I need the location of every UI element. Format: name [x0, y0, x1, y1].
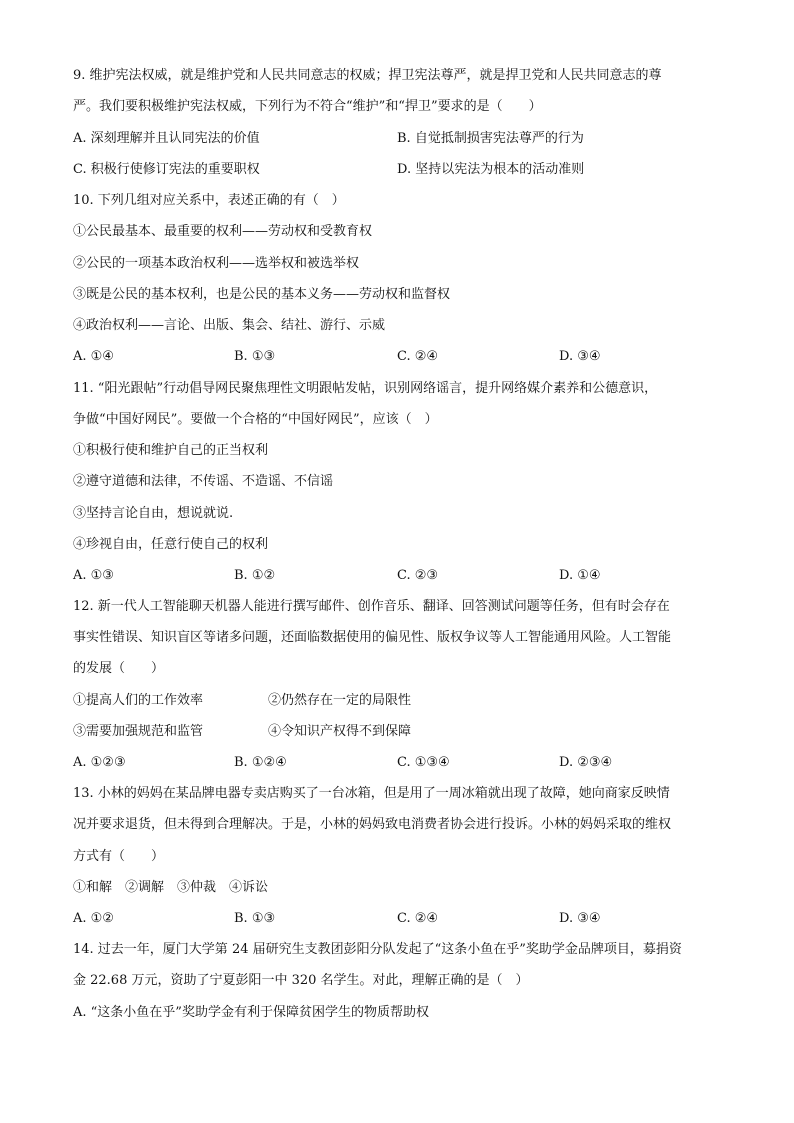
q11-item-3: ③坚持言论自由，想说就说.	[73, 506, 234, 521]
q11-option-a: A. ①③	[73, 568, 114, 583]
q14-stem-line2: 金 22.68 万元，资助了宁夏彭阳一中 320 名学生。对此，理解正确的是（ ）	[73, 973, 529, 988]
q9-option-b: B. 自觉抵制损害宪法尊严的行为	[397, 131, 584, 146]
q12-option-c: C. ①③④	[397, 755, 450, 770]
q14-option-a: A. “这条小鱼在乎”奖助学金有利于保障贫困学生的物质帮助权	[73, 1005, 429, 1020]
q12-stem-line2: 事实性错误、知识盲区等诸多问题，还面临数据使用的偏见性、版权争议等人工智能通用风险。人工智能	[73, 630, 672, 645]
q9-stem-line1: 9. 维护宪法权威，就是维护党和人民共同意志的权威；捍卫宪法尊严，就是捍卫党和人民共同意志的尊	[73, 68, 662, 83]
q10-item-4: ④政治权利——言论、出版、集会、结社、游行、示威	[73, 318, 386, 333]
q14-stem-line1: 14. 过去一年，厦门大学第 24 届研究生支教团彭阳分队发起了“这条小鱼在乎”奖助学金品牌项目，募捐资	[73, 942, 682, 957]
q13-option-d: D. ③④	[559, 911, 601, 926]
q11-option-d: D. ①④	[559, 568, 601, 583]
q11-item-4: ④珍视自由，任意行使自己的权利	[73, 537, 269, 552]
q10-stem: 10. 下列几组对应关系中，表述正确的有（ ）	[73, 193, 345, 208]
q12-option-d: D. ②③④	[559, 755, 613, 770]
q11-option-c: C. ②③	[397, 568, 439, 583]
q10-item-1: ①公民最基本、最重要的权利——劳动权和受教育权	[73, 224, 373, 239]
q12-item-1: ①提高人们的工作效率	[73, 693, 204, 708]
q12-item-3: ③需要加强规范和监管	[73, 724, 204, 739]
q13-items: ①和解 ②调解 ③仲裁 ④诉讼	[73, 880, 269, 895]
q11-stem-line2: 争做“中国好网民”。要做一个合格的“中国好网民”，应该（ ）	[73, 412, 438, 427]
q9-option-a: A. 深刻理解并且认同宪法的价值	[73, 131, 260, 146]
q13-option-c: C. ②④	[397, 911, 439, 926]
q11-item-2: ②遵守道德和法律，不传谣、不造谣、不信谣	[73, 474, 334, 489]
q12-item-4: ④令知识产权得不到保障	[268, 724, 412, 739]
q13-stem-line3: 方式有（ ）	[73, 849, 165, 864]
q11-option-b: B. ①②	[234, 568, 276, 583]
q10-option-d: D. ③④	[559, 349, 601, 364]
q12-option-a: A. ①②③	[73, 755, 126, 770]
q13-stem-line2: 况并要求退货，但未得到合理解决。于是，小林的妈妈致电消费者协会进行投诉。小林的妈妈采取的维权	[73, 817, 672, 832]
q11-stem-line1: 11. “阳光跟帖”行动倡导网民聚焦理性文明跟帖发帖，识别网络谣言，提升网络媒介素养和公德意识，	[73, 381, 658, 396]
q9-option-d: D. 坚持以宪法为根本的活动准则	[397, 162, 585, 177]
q12-stem-line1: 12. 新一代人工智能聊天机器人能进行撰写邮件、创作音乐、翻译、回答测试问题等任务，但有时会存在	[73, 599, 670, 614]
q10-item-2: ②公民的一项基本政治权利——选举权和被选举权	[73, 256, 360, 271]
q10-item-3: ③既是公民的基本权利，也是公民的基本义务——劳动权和监督权	[73, 287, 451, 302]
q10-option-a: A. ①④	[73, 349, 114, 364]
q9-stem-line2: 严。我们要积极维护宪法权威，下列行为不符合“维护”和“捍卫”要求的是（ ）	[73, 99, 542, 114]
q9-option-c: C. 积极行使修订宪法的重要职权	[73, 162, 260, 177]
q10-option-b: B. ①③	[234, 349, 276, 364]
q13-option-b: B. ①③	[234, 911, 276, 926]
q13-stem-line1: 13. 小林的妈妈在某品牌电器专卖店购买了一台冰箱，但是用了一周冰箱就出现了故障，她向商家反映情	[73, 786, 670, 801]
q11-item-1: ①积极行使和维护自己的正当权利	[73, 443, 269, 458]
q12-item-2: ②仍然存在一定的局限性	[268, 693, 412, 708]
q10-option-c: C. ②④	[397, 349, 439, 364]
q13-option-a: A. ①②	[73, 911, 114, 926]
q12-option-b: B. ①②④	[234, 755, 287, 770]
q12-stem-line3: 的发展（ ）	[73, 661, 165, 676]
